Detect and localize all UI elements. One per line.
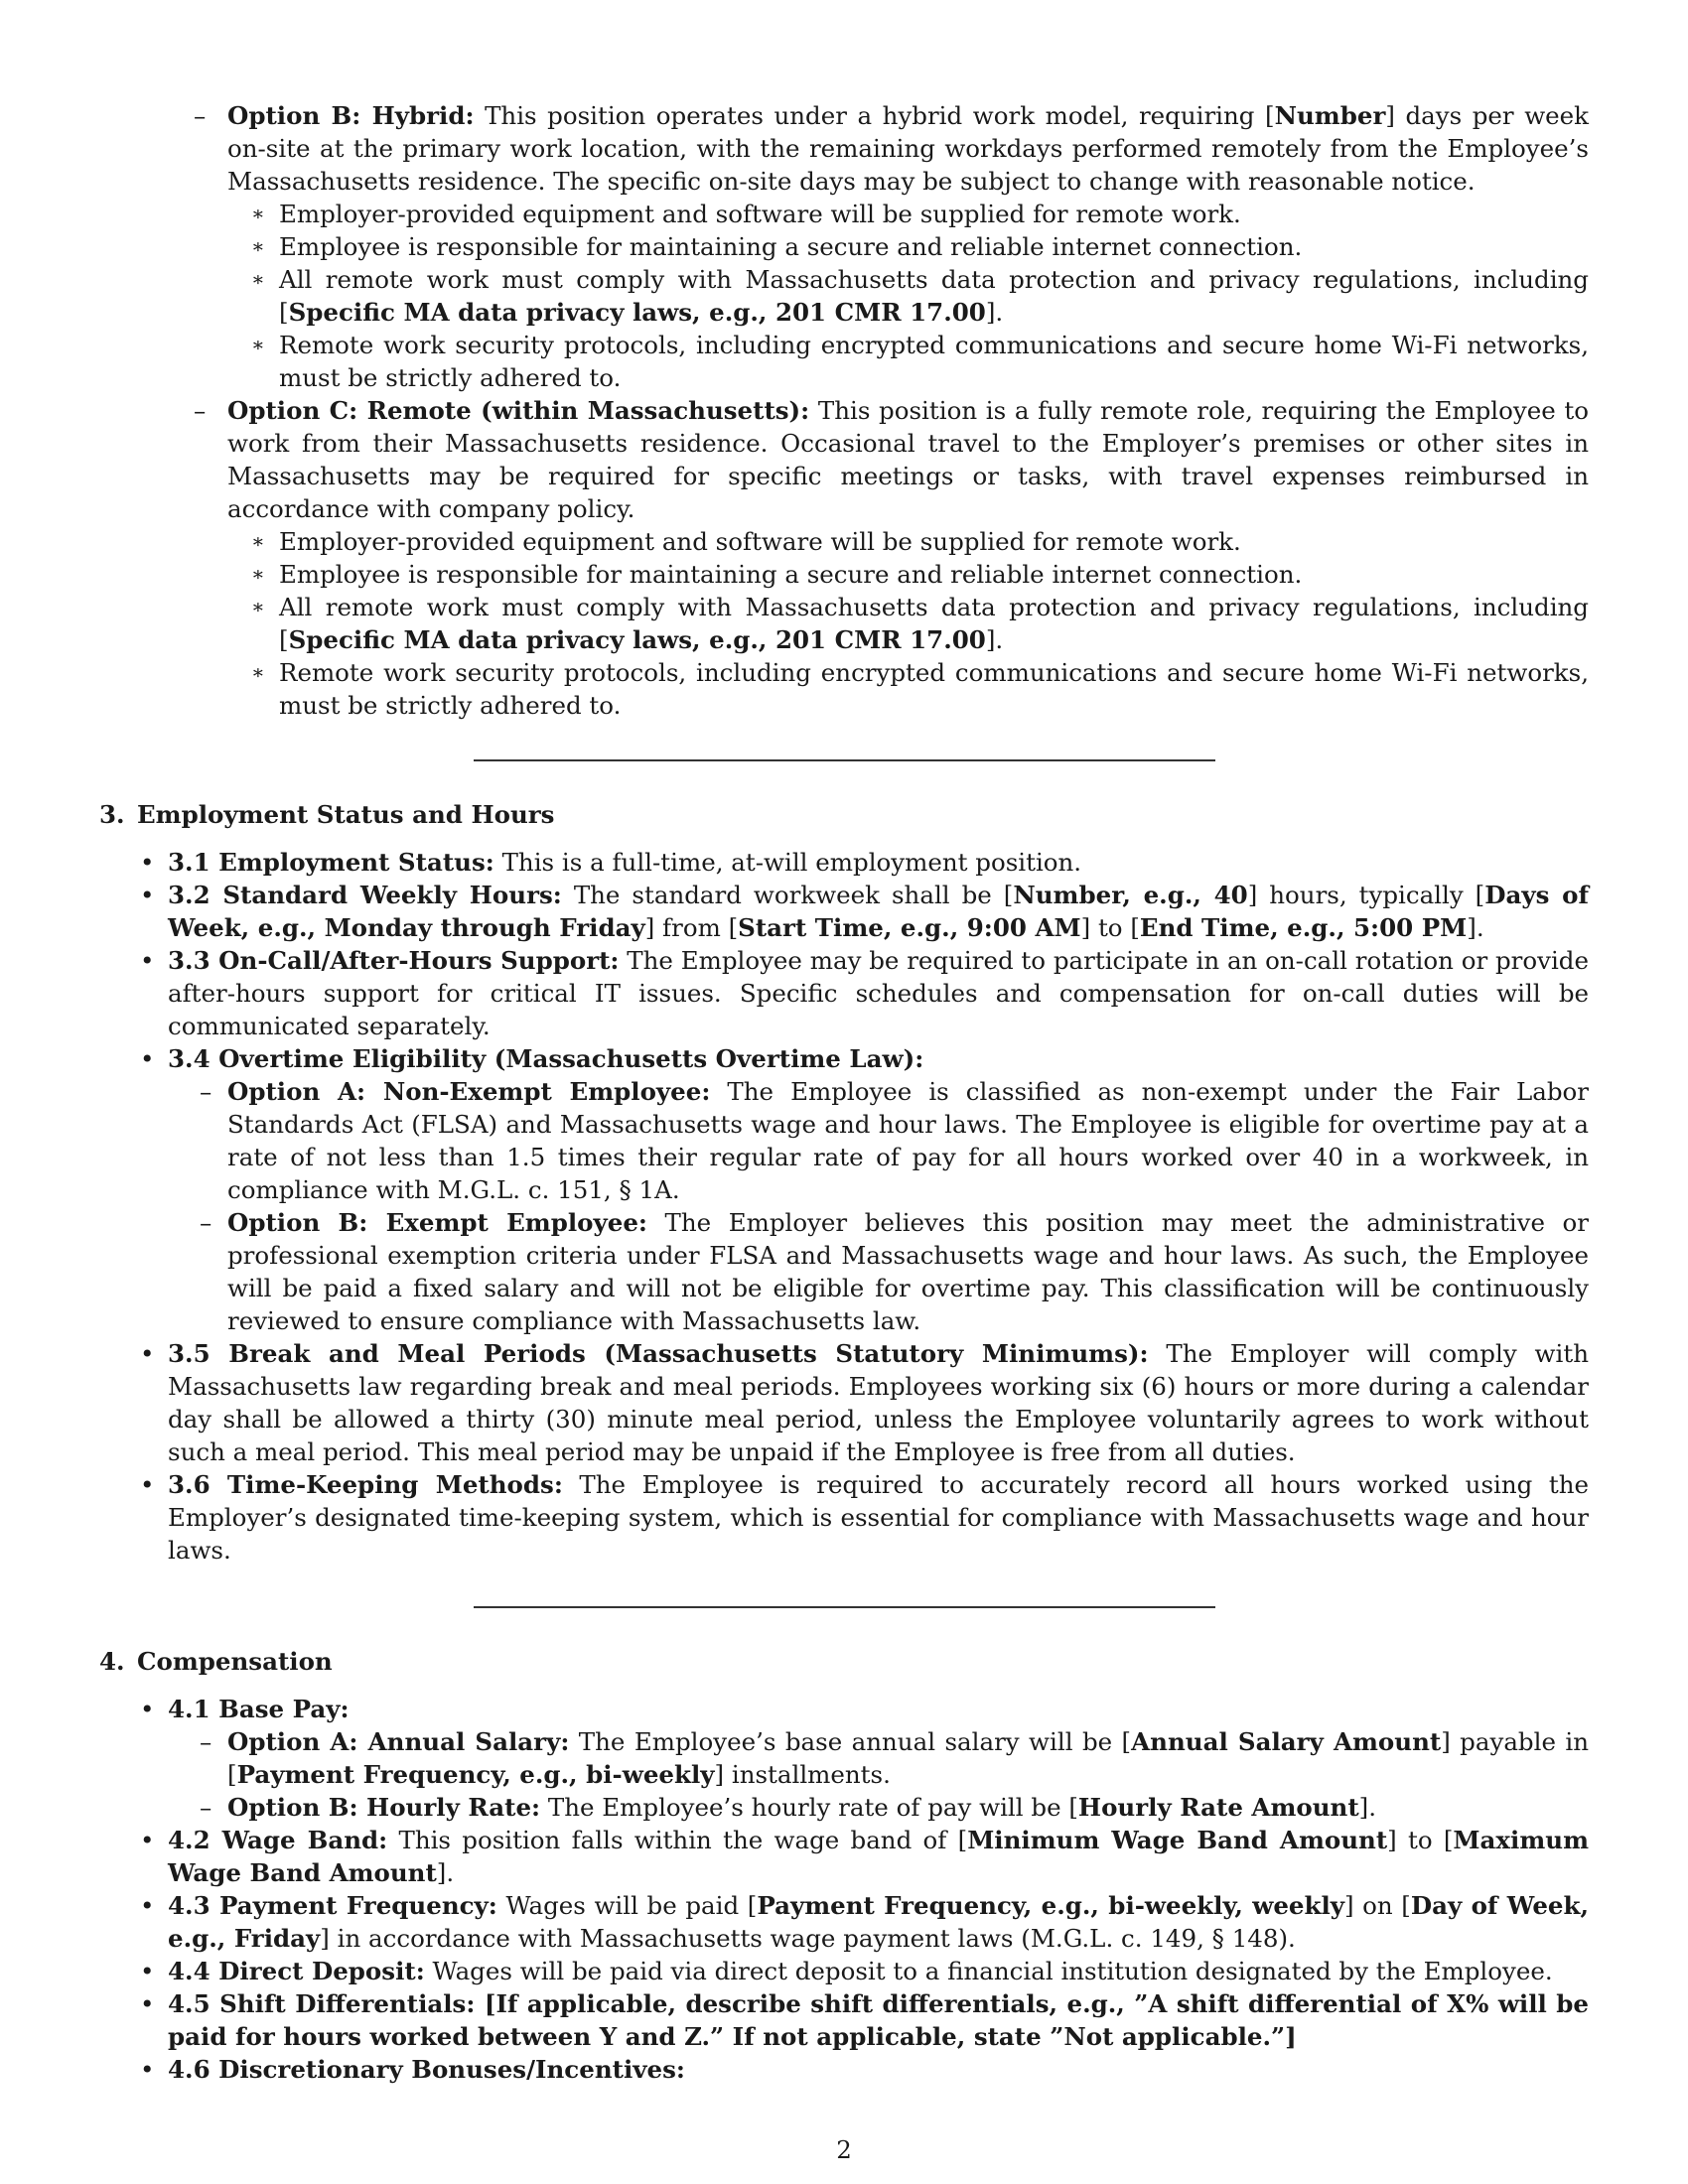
option-b-hybrid: – Option B: Hybrid: This position operates under a hybrid work model, requiring [Number] days per week on-site at the primary work location, with the remaining workdays performed remotely from the Employee’s Massachusetts residence. The specific on-site days may be subject to change with reasonable notice. <box>194 101 1590 196</box>
dash-marker: – <box>200 1208 212 1237</box>
list-item: ∗ Employer-provided equipment and software will be supplied for remote work. <box>251 200 1241 228</box>
list-item: ∗ Remote work security protocols, including encrypted communications and secure home Wi-Fi networks, must be strictly adhered to. <box>251 658 1589 720</box>
clause-3-2: • 3.2 Standard Weekly Hours: The standard workweek shall be [Number, e.g., 40] hours, typically [Days of Week, e.g., Monday through Friday] from [Start Time, e.g., 9:00 AM] to [End Time, e.g., 5:00 PM]. <box>140 881 1589 942</box>
asterisk-marker: ∗ <box>251 595 265 618</box>
section-heading: 3. Employment Status and Hours <box>99 800 555 829</box>
asterisk-marker: ∗ <box>251 660 265 684</box>
list-item: ∗ All remote work must comply with Massachusetts data protection and privacy regulations, including [Specific MA data privacy laws, e.g., 201 CMR 17.00]. <box>251 265 1589 327</box>
clause-4-4: • 4.4 Direct Deposit: Wages will be paid via direct deposit to a financial institution designated by the Employee. <box>140 1957 1553 1985</box>
dash-marker: – <box>194 396 207 425</box>
asterisk-marker: ∗ <box>251 333 265 356</box>
placeholder: Specific MA data privacy laws, e.g., 201 CMR 17.00 <box>288 625 986 654</box>
placeholder: Annual Salary Amount <box>1131 1727 1442 1756</box>
placeholder: Specific MA data privacy laws, e.g., 201 CMR 17.00 <box>288 298 986 327</box>
list-item: ∗ Employee is responsible for maintaining a secure and reliable internet connection. <box>251 560 1303 589</box>
option-a-non-exempt: – Option A: Non-Exempt Employee: The Employee is classified as non-exempt under the Fair Labor Standards Act (FLSA) and Massachusetts wage and hour laws. The Employee is eligible for overtime pay at a rate of not less than 1.5 times their regular rate of pay for all hours worked over 40 in a workweek, in compliance with M.G.L. c. 151, § 1A. <box>200 1077 1590 1204</box>
asterisk-marker: ∗ <box>251 267 265 291</box>
bullet-marker: • <box>140 1044 155 1073</box>
clause-4-5: • 4.5 Shift Differentials: [If applicable, describe shift differentials, e.g., ”A shift differential of X% will be paid for hours worked between Y and Z.” If not applicable, state ”Not applicable.”] <box>140 1989 1589 2051</box>
placeholder: Payment Frequency, e.g., bi-weekly, weekly <box>757 1891 1345 1920</box>
list-item: ∗ Remote work security protocols, including encrypted communications and secure home Wi-Fi networks, must be strictly adhered to. <box>251 331 1589 392</box>
placeholder: Days of Week, e.g., Monday through Friday <box>168 881 1589 942</box>
asterisk-marker: ∗ <box>251 529 265 553</box>
option-b-exempt: – Option B: Exempt Employee: The Employer believes this position may meet the administrative or professional exemption criteria under FLSA and Massachusetts wage and hour laws. As such, the Employee will be paid a fixed salary and will not be eligible for overtime pay. This classification will be continuously reviewed to ensure compliance with Massachusetts law. <box>200 1208 1589 1335</box>
bullet-marker: • <box>140 848 155 877</box>
clause-4-2: • 4.2 Wage Band: This position falls within the wage band of [Minimum Wage Band Amount] to [Maximum Wage Band Amount]. <box>140 1826 1589 1887</box>
clause-3-3: • 3.3 On-Call/After-Hours Support: The Employee may be required to participate in an on-call rotation or provide after-hours support for critical IT issues. Specific schedules and compensation for on-call duties will be communicated separately. <box>140 946 1589 1040</box>
list-item: ∗ Employer-provided equipment and software will be supplied for remote work. <box>251 527 1241 556</box>
bullet-marker: • <box>140 1826 155 1854</box>
list-item: ∗ Employee is responsible for maintaining a secure and reliable internet connection. <box>251 232 1303 261</box>
bullet-marker: • <box>140 881 155 909</box>
bullet-marker: • <box>140 2055 155 2084</box>
option-a-annual-salary: – Option A: Annual Salary: The Employee’s base annual salary will be [Annual Salary Amount] payable in [Payment Frequency, e.g., bi-weekly] installments. <box>200 1727 1589 1789</box>
dash-marker: – <box>200 1727 212 1756</box>
bullet-marker: • <box>140 1470 155 1499</box>
asterisk-marker: ∗ <box>251 562 265 586</box>
dash-marker: – <box>200 1077 212 1106</box>
placeholder: Number, e.g., 40 <box>1013 881 1248 909</box>
bullet-marker: • <box>140 1891 155 1920</box>
page-content <box>99 99 1589 2086</box>
bullet-marker: • <box>140 946 155 975</box>
option-label: Option C: Remote (within Massachusetts): <box>227 396 810 425</box>
list-item: ∗ All remote work must comply with Massachusetts data protection and privacy regulations, including [Specific MA data privacy laws, e.g., 201 CMR 17.00]. <box>251 593 1589 654</box>
option-c-remote: – Option C: Remote (within Massachusetts): This position is a fully remote role, requiring the Employee to work from their Massachusetts residence. Occasional travel to the Employer’s premises or other sites in Massachusetts may be required for specific meetings or tasks, with travel expenses reimbursed in accordance with company policy. <box>194 396 1589 523</box>
bullet-marker: • <box>140 1339 155 1368</box>
placeholder: Hourly Rate Amount <box>1077 1793 1359 1822</box>
placeholder: Day of Week, e.g., Friday <box>168 1891 1589 1953</box>
option-b-hourly-rate: – Option B: Hourly Rate: The Employee’s hourly rate of pay will be [Hourly Rate Amount]. <box>200 1793 1377 1822</box>
bullet-marker: • <box>140 1695 155 1723</box>
clause-3-4: • 3.4 Overtime Eligibility (Massachusetts Overtime Law): – Option A: Non-Exempt Employee: The Employee is classified as non-exempt under the Fair Labor Standards Act (FLSA) and Massachusetts wage and hour laws. The Employee is eligible for overtime pay at a rate of not less than 1.5 times their regular rate of pay for all hours worked over 40 in a workweek, in compliance with M.G.L. c. 151, § 1A. – Option B: Exempt Employee: The Employer believes this position may meet the administrative or professional exemption criteria under FLSA and Massachusetts wage and hour laws. As such, the Employee will be paid a fixed salary and will not be eligible for overtime pay. This classification will be continuously reviewed to ensure compliance with Massachusetts law. <box>140 1044 1590 1335</box>
asterisk-marker: ∗ <box>251 234 265 258</box>
horizontal-rule <box>474 1606 1215 1608</box>
page-number: 2 <box>836 2135 852 2164</box>
asterisk-marker: ∗ <box>251 202 265 225</box>
clause-4-6: • 4.6 Discretionary Bonuses/Incentives: <box>140 2055 685 2084</box>
placeholder: Start Time, e.g., 9:00 AM <box>738 913 1081 942</box>
clause-4-1: • 4.1 Base Pay: – Option A: Annual Salary: The Employee’s base annual salary will be [Annual Salary Amount] payable in [Payment Frequency, e.g., bi-weekly] installments. – Option B: Hourly Rate: The Employee’s hourly rate of pay will be [Hourly Rate Amount]. <box>140 1695 1589 1822</box>
placeholder: Payment Frequency, e.g., bi-weekly <box>236 1760 715 1789</box>
placeholder: End Time, e.g., 5:00 PM <box>1139 913 1468 942</box>
clause-3-1: • 3.1 Employment Status: This is a full-time, at-will employment position. <box>140 848 1082 877</box>
horizontal-rule <box>474 759 1215 761</box>
dash-marker: – <box>200 1793 212 1822</box>
clause-3-6: • 3.6 Time-Keeping Methods: The Employee is required to accurately record all hours worked using the Employer’s designated time-keeping system, which is essential for compliance with Massachusetts wage and hour laws. <box>140 1470 1589 1565</box>
placeholder: [If applicable, describe shift differentials, e.g., ”A shift differential of X% will be paid for hours worked between Y and Z.” If not applicable, state ”Not applicable.”] <box>168 1989 1589 2051</box>
clause-3-5: • 3.5 Break and Meal Periods (Massachusetts Statutory Minimums): The Employer will comply with Massachusetts law regarding break and meal periods. Employees working six (6) hours or more during a calendar day shall be allowed a thirty (30) minute meal period, unless the Employee voluntarily agrees to work without such a meal period. This meal period may be unpaid if the Employee is free from all duties. <box>140 1339 1589 1466</box>
clause-4-3: • 4.3 Payment Frequency: Wages will be paid [Payment Frequency, e.g., bi-weekly, weekly] on [Day of Week, e.g., Friday] in accordance with Massachusetts wage payment laws (M.G.L. c. 149, § 148). <box>140 1891 1589 1953</box>
bullet-marker: • <box>140 1957 155 1985</box>
placeholder: Maximum Wage Band Amount <box>168 1826 1589 1887</box>
section-heading: 4. Compensation <box>99 1647 333 1676</box>
bullet-marker: • <box>140 1989 155 2018</box>
placeholder: Minimum Wage Band Amount <box>967 1826 1388 1854</box>
dash-marker: – <box>194 101 207 130</box>
placeholder: Number <box>1274 101 1386 130</box>
option-label: Option B: Hybrid: <box>227 101 475 130</box>
